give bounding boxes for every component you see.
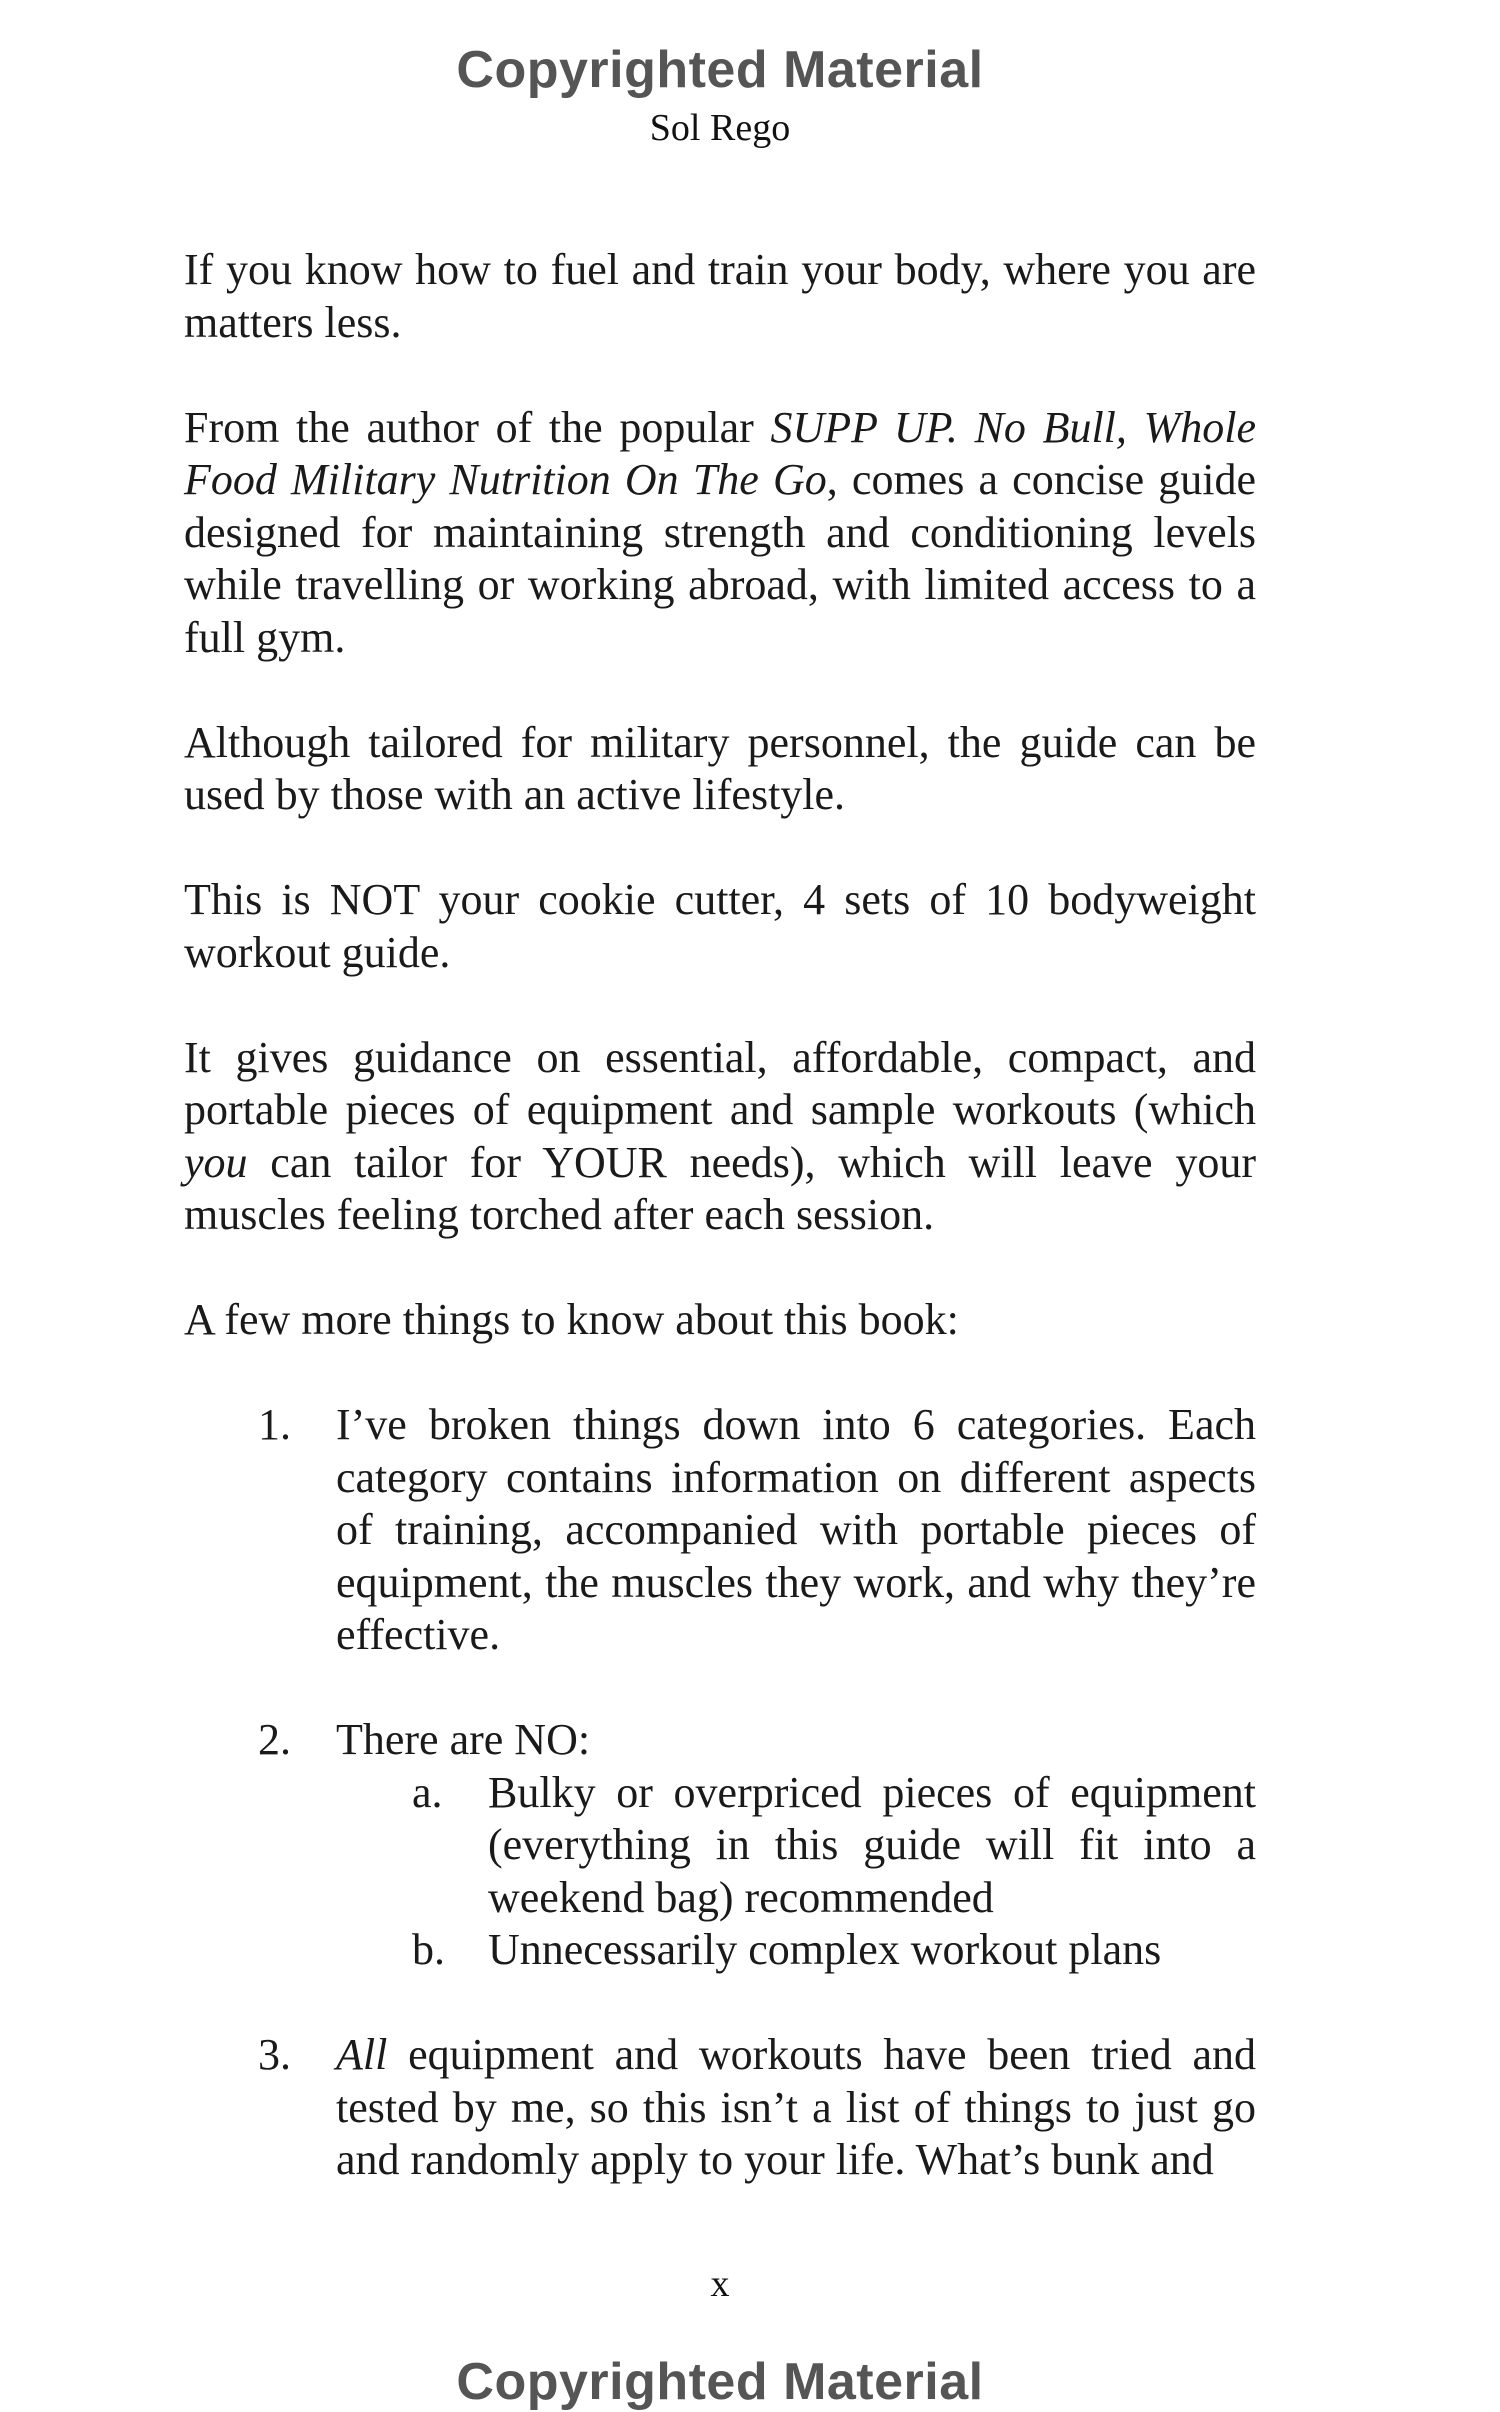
list-number-2: 2. <box>258 1715 291 1764</box>
paragraph-guidance <box>184 1032 1256 1242</box>
paragraph-guidance-rest: can tailor for YOUR needs), which will leave your muscles feeling torched after each session. <box>184 1137 1256 1239</box>
paragraph-list-intro: A few more things to know about this book: <box>184 1295 959 1344</box>
sub-item-a-text: Bulky or overpriced pieces of equipment (everything in this guide will fit into a weekend bag) recommended <box>488 1767 1256 1922</box>
page-body <box>184 244 1256 2239</box>
emphasis-all: All <box>336 2030 388 2079</box>
paragraph-guidance-lead: It gives guidance on essential, affordable, compact, and portable pieces of equipment and sample workouts (which <box>184 1032 1256 1134</box>
sub-item-b <box>336 1924 1256 1977</box>
paragraph-intro: If you know how to fuel and train your body, where you are matters less. <box>184 245 1256 347</box>
list-item-2 <box>184 1714 1256 1977</box>
sub-item-a <box>336 1767 1256 1925</box>
copyright-watermark-top: Copyrighted Material <box>456 41 984 99</box>
copyright-watermark-bottom: Copyrighted Material <box>456 2353 984 2411</box>
list-item-1-text: I’ve broken things down into 6 categories. Each category contains information on different aspects of training, accompanied with portable pieces of equipment, the muscles they work, and why they’re effective. <box>336 1400 1256 1659</box>
list-item-3-text: equipment and workouts have been tried and tested by me, so this isn’t a list of things to just go and randomly apply to your life. What’s bunk and <box>336 2030 1256 2184</box>
list-item-3 <box>184 2029 1256 2187</box>
page-number: x <box>710 2263 730 2305</box>
paragraph-not-cookie-cutter: This is NOT your cookie cutter, 4 sets of 10 bodyweight workout guide. <box>184 875 1256 977</box>
emphasis-you: you <box>184 1137 248 1187</box>
numbered-list <box>184 1399 1256 2187</box>
paragraph-author-note-rest: , comes a concise guide designed for maintaining strength and conditioning levels while travelling or working abroad, with limited access to a full gym. <box>184 455 1257 662</box>
list-number-1: 1. <box>258 1400 291 1449</box>
paragraph-audience: Although tailored for military personnel, the guide can be used by those with an active lifestyle. <box>184 717 1256 819</box>
running-head-author: Sol Rego <box>649 107 791 149</box>
list-item-1 <box>184 1399 1256 1662</box>
list-item-2-text: There are NO: <box>336 1715 591 1764</box>
sub-letter-b: b. <box>412 1925 445 1974</box>
book-title-reference: SUPP UP. No Bull, Whole Food Military Nutrition On The Go <box>184 402 1256 504</box>
paragraph-author-note <box>184 402 1256 665</box>
sub-list <box>336 1767 1256 1977</box>
sub-item-b-text: Unnecessarily complex workout plans <box>488 1925 1162 1974</box>
paragraph-author-note-lead: From the author of the popular <box>184 402 771 452</box>
list-number-3: 3. <box>258 2030 291 2079</box>
sub-letter-a: a. <box>412 1767 443 1817</box>
